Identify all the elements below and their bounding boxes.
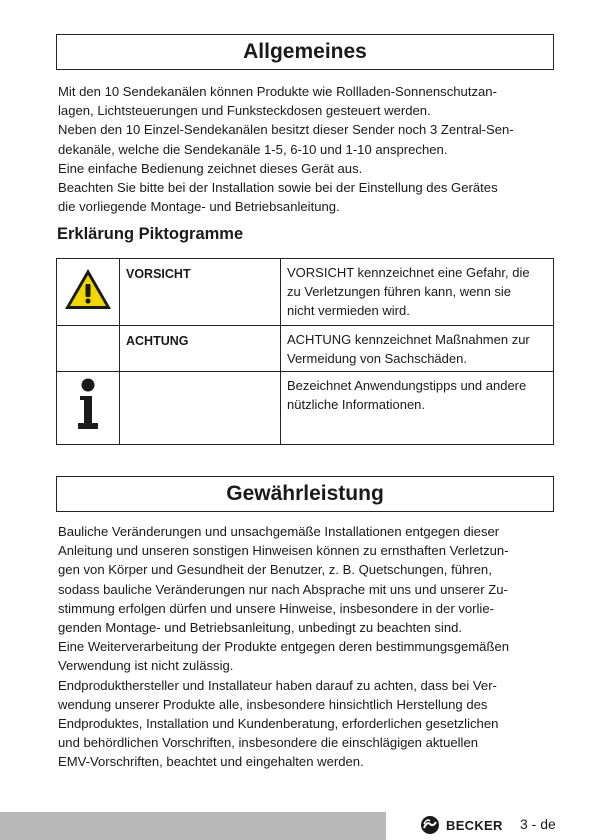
pictogram-description — [281, 326, 554, 372]
text-line: lagen, Lichtsteuerungen und Funksteckdosen gesteuert werden. — [58, 103, 431, 119]
pictogram-table — [56, 258, 554, 445]
pictogram-label: ACHTUNG — [120, 326, 281, 372]
text-line: stimmung erfolgen dürfen und unsere Hinweise, insbesondere in der vorlie- — [58, 600, 494, 616]
info-icon — [73, 378, 103, 432]
text-line: nicht vermieden wird. — [287, 303, 410, 319]
text-line: Verwendung ist nicht zulässig. — [58, 658, 234, 674]
pictogram-label: VORSICHT — [120, 259, 281, 326]
pictogram-description — [281, 259, 554, 326]
text-line: Vermeidung von Sachschäden. — [287, 351, 467, 367]
brand-logo — [420, 814, 503, 836]
becker-logo-icon — [420, 815, 440, 835]
warning-triangle-icon — [63, 267, 113, 311]
text-line: Anleitung und unseren sonstigen Hinweisen können zu ernsthaften Verletzun- — [58, 543, 509, 559]
table-row — [57, 326, 554, 372]
text-line: gen von Körper und Gesundheit der Benutzer, z. B. Quetschungen, führen, — [58, 562, 492, 578]
text-line: zu Verletzungen führen kann, wenn sie — [287, 284, 512, 300]
icon-cell — [57, 372, 120, 445]
text-line: Endprodukthersteller und Installateur haben darauf zu achten, dass bei Ver- — [58, 677, 497, 693]
text-line: Mit den 10 Sendekanälen können Produkte wie Rollladen-Sonnenschutzan- — [58, 84, 497, 99]
gewaehrleistung-paragraph — [58, 522, 556, 772]
allgemeines-paragraph — [58, 82, 556, 216]
text-line: Eine Weiterverarbeitung der Produkte entgegen deren bestimmungsgemäßen — [58, 639, 510, 655]
text-line: nützliche Informationen. — [287, 397, 426, 413]
text-line: wendung unserer Produkte alle, insbesondere hinsichtlich Herstellung des — [58, 696, 488, 712]
section-title-gewaehrleistung: Gewährleistung — [56, 476, 554, 512]
text-line: und behördlichen Vorschriften, insbesondere die einschlägigen aktuellen — [58, 735, 479, 751]
text-line: VORSICHT kennzeichnet eine Gefahr, die — [287, 265, 530, 280]
text-line: Eine einfache Bedienung zeichnet dieses Gerät aus. — [58, 160, 363, 176]
brand-name: BECKER — [446, 817, 503, 833]
page-number: 3 - de — [520, 816, 556, 832]
table-row — [57, 372, 554, 445]
pictogram-label — [120, 372, 281, 445]
text-line: Neben den 10 Einzel-Sendekanälen besitzt dieser Sender noch 3 Zentral-Sen- — [58, 122, 514, 138]
text-line: Beachten Sie bitte bei der Installation sowie bei der Einstellung des Gerätes — [58, 180, 498, 196]
text-line: Bauliche Veränderungen und unsachgemäße Installationen entgegen dieser — [58, 524, 500, 539]
footer-bar — [0, 812, 386, 840]
section-title-allgemeines: Allgemeines — [56, 34, 554, 70]
pictogram-heading: Erklärung Piktogramme — [57, 225, 244, 243]
table-row — [57, 259, 554, 326]
text-line: EMV-Vorschriften, beachtet und eingehalten werden. — [58, 754, 364, 770]
text-line: genden Montage- und Betriebsanleitung, unbedingt zu beachten sind. — [58, 620, 463, 636]
text-line: die vorliegende Montage- und Betriebsanleitung. — [58, 199, 340, 215]
text-line: dekanäle, welche die Sendekanäle 1-5, 6-10 und 1-10 ansprechen. — [58, 141, 448, 157]
text-line: Bezeichnet Anwendungstipps und andere — [287, 378, 527, 393]
text-line: ACHTUNG kennzeichnet Maßnahmen zur — [287, 332, 530, 347]
text-line: Endproduktes, Installation und Kundenberatung, erforderlichen gesetzlichen — [58, 716, 499, 732]
icon-cell — [57, 326, 120, 372]
icon-cell — [57, 259, 120, 326]
pictogram-description — [281, 372, 554, 445]
text-line: sodass bauliche Veränderungen nur nach Absprache mit uns und unserer Zu- — [58, 581, 508, 597]
